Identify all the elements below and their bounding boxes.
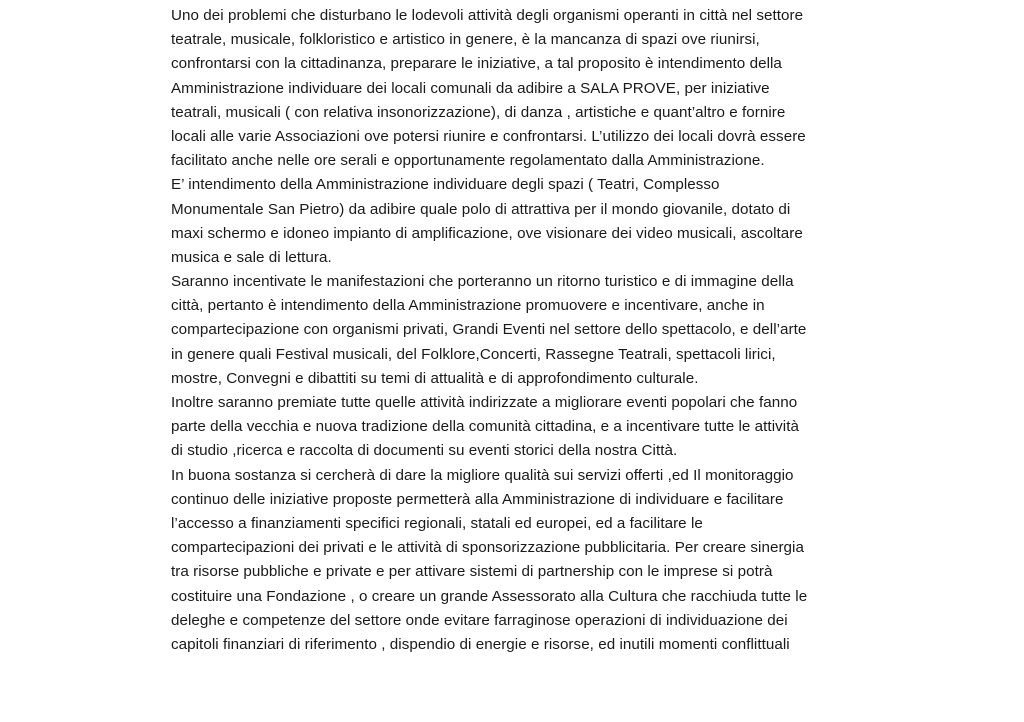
text-line: Uno dei problemi che disturbano le lodevoli attività degli organismi operanti in città nel settore: [171, 7, 804, 24]
text-line: Inoltre saranno premiate tutte quelle attività indirizzate a migliorare eventi popolari che fanno: [171, 394, 798, 411]
text-line: maxi schermo e idoneo impianto di amplificazione, ove visionare dei video musicali, ascoltare: [171, 224, 803, 242]
text-line: mostre, Convegni e dibattiti su temi di attualità e di approfondimento culturale.: [171, 369, 699, 387]
document-body: [171, 4, 931, 657]
text-line: compartecipazione con organismi privati, Grandi Eventi nel settore dello spettacolo, e dell’arte: [171, 321, 807, 339]
text-line: continuo delle iniziative proposte permetterà alla Amministrazione di individuare e facilitare: [171, 490, 784, 508]
text-line: Monumentale San Pietro) da adibire quale polo di attrattiva per il mondo giovanile, dotato di: [171, 200, 791, 218]
text-line: città, pertanto è intendimento della Amministrazione promuovere e incentivare, anche in: [171, 297, 765, 315]
text-line: Amministrazione individuare dei locali comunali da adibire a SALA PROVE, per iniziative: [171, 79, 770, 97]
text-line: teatrale, musicale, folkloristico e artistico in genere, è la mancanza di spazi ove riunirsi,: [171, 31, 760, 49]
text-line: in genere quali Festival musicali, del Folklore,Concerti, Rassegne Teatrali, spettacoli lirici,: [171, 345, 776, 363]
text-line: locali alle varie Associazioni ove potersi riunire e confrontarsi. L’utilizzo dei locali dovrà essere: [171, 127, 806, 145]
text-line: E’ intendimento della Amministrazione individuare degli spazi ( Teatri, Complesso: [171, 176, 720, 194]
text-line: parte della vecchia e nuova tradizione della comunità cittadina, e a incentivare tutte le attività: [171, 418, 799, 436]
text-line: facilitato anche nelle ore serali e opportunamente regolamentato dalla Amministrazione.: [171, 152, 765, 170]
text-line: In buona sostanza si cercherà di dare la migliore qualità sui servizi offerti ,ed Il monitoraggio: [171, 466, 794, 484]
text-line: compartecipazioni dei privati e le attività di sponsorizzazione pubblicitaria. Per creare sinergia: [171, 539, 804, 557]
text-line: capitoli finanziari di riferimento , dispendio di energie e risorse, ed inutili momenti conflittuali: [171, 635, 790, 653]
text-line: deleghe e competenze del settore onde evitare farraginose operazioni di individuazione dei: [171, 611, 788, 629]
text-line: confrontarsi con la cittadinanza, preparare le iniziative, a tal proposito è intendimento della: [171, 55, 782, 73]
text-line: l’accesso a finanziamenti specifici regionali, statali ed europei, ed a facilitare le: [171, 514, 703, 532]
text-line: teatrali, musicali ( con relativa insonorizzazione), di danza , artistiche e quant’altro e fornire: [171, 103, 786, 121]
text-line: costituire una Fondazione , o creare un grande Assessorato alla Cultura che racchiuda tutte le: [171, 587, 808, 605]
text-line: musica e sale di lettura.: [171, 248, 332, 266]
text-line: di studio ,ricerca e raccolta di documenti su eventi storici della nostra Città.: [171, 442, 678, 460]
text-line: Saranno incentivate le manifestazioni che porteranno un ritorno turistico e di immagine della: [171, 273, 794, 291]
text-line: tra risorse pubbliche e private e per attivare sistemi di partnership con le imprese si potrà: [171, 563, 773, 581]
